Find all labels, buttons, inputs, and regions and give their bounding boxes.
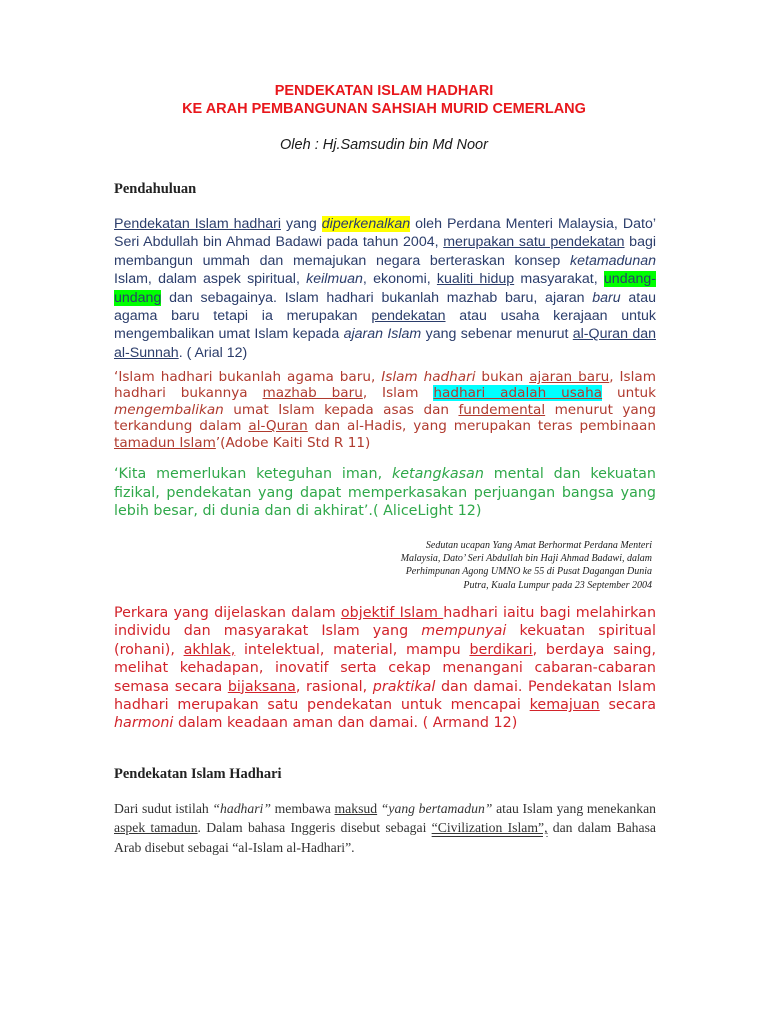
text-run: dan al-Hadis, yang merupakan teras pembinaan bbox=[307, 418, 656, 435]
text-run: bagi membangun ummah dan memajukan negara berteraskan konsep bbox=[114, 234, 657, 269]
paragraph-quote-kaiti bbox=[114, 369, 656, 451]
title-line-2: KE ARAH PEMBANGUNAN SAHSIAH MURID CEMERLANG bbox=[182, 101, 586, 117]
text-run: yang sebenar menurut bbox=[421, 326, 573, 343]
underlined-text: al-Quran dan al-Sunnah bbox=[114, 326, 656, 361]
text-run: . Dalam bahasa Inggeris disebut sebagai bbox=[197, 820, 432, 836]
highlighted-text: undang-undang bbox=[114, 271, 656, 306]
text-run: untuk bbox=[602, 385, 657, 402]
text-run: . ( Arial 12) bbox=[178, 344, 248, 361]
text-run: ‘Islam hadhari bukanlah agama baru, bbox=[114, 369, 382, 385]
underlined-text: objektif Islam bbox=[340, 605, 444, 621]
text-run: menurut yang terkandung dalam bbox=[114, 401, 656, 435]
italic-text: Islam hadhari bbox=[381, 369, 476, 385]
text-run: kekuatan spiritual (rohani), bbox=[114, 623, 656, 658]
attribution-line-2: Malaysia, Dato’ Seri Abdullah bin Haji Ahmad Badawi, dalam bbox=[400, 553, 652, 565]
italic-text: ajaran Islam bbox=[343, 326, 422, 343]
heading-pendekatan-islam-hadhari: Pendekatan Islam Hadhari bbox=[114, 766, 282, 782]
attribution-line-3: Perhimpunan Agong UMNO ke 55 di Pusat Dagangan Dunia bbox=[405, 566, 652, 578]
paragraph-definition bbox=[114, 799, 656, 857]
text-run: mental dan kekuatan fizikal, pendekatan yang dapat memperkasakan perjuangan bangsa yang lebih besar, di dunia dan di akhirat’.( AliceLight 12) bbox=[114, 466, 656, 520]
italic-text: “yang bertamadun” bbox=[380, 801, 493, 816]
double-underlined-text: “Civilization Islam”, bbox=[431, 820, 548, 836]
text-run: , Islam hadhari bukannya bbox=[114, 369, 656, 402]
text-run: Perkara yang dijelaskan dalam bbox=[114, 605, 341, 621]
text-run: yang bbox=[280, 216, 322, 232]
underlined-text: pendekatan bbox=[371, 308, 446, 325]
underlined-text: kualiti hidup bbox=[436, 271, 515, 288]
text-run: , Islam bbox=[362, 385, 434, 402]
underlined-text: bijaksana bbox=[227, 678, 296, 695]
italic-text: mempunyai bbox=[421, 623, 507, 640]
text-run: oleh Perdana Menteri Malaysia, Dato’ Seri Abdullah bin Ahmad Badawi pada tahun 2004, bbox=[114, 216, 656, 251]
text-run: Dari sudut istilah bbox=[114, 801, 213, 816]
text-run: ’(Adobe Kaiti Std R 11) bbox=[215, 434, 371, 451]
italic-text: ketangkasan bbox=[391, 466, 484, 482]
italic-text: harmoni bbox=[114, 715, 174, 732]
underlined-text: maksud bbox=[334, 801, 378, 816]
text-run: secara bbox=[599, 697, 656, 714]
text-run: atau Islam yang menekankan bbox=[492, 801, 657, 816]
underlined-text: al-Quran bbox=[248, 418, 308, 435]
text-run: atau agama baru tetapi ia merupakan bbox=[114, 289, 656, 325]
underlined-text: kemajuan bbox=[529, 697, 600, 714]
text-run: dalam keadaan aman dan damai. ( Armand 12) bbox=[173, 715, 518, 732]
italic-text: mengembalikan bbox=[114, 401, 224, 418]
underlined-text: akhlak, bbox=[183, 641, 236, 658]
paragraph-introduction bbox=[114, 215, 656, 362]
underlined-text: Pendekatan Islam hadhari bbox=[114, 216, 281, 232]
italic-text: keilmuan bbox=[306, 271, 363, 288]
text-run: umat Islam kepada asas dan bbox=[223, 401, 459, 418]
text-run: , ekonomi, bbox=[362, 271, 437, 288]
attribution-line-1: Sedutan ucapan Yang Amat Berhormat Perdana Menteri bbox=[425, 540, 652, 551]
italic-text: baru bbox=[592, 289, 621, 306]
underlined-text: aspek tamadun bbox=[114, 820, 198, 836]
text-run: Islam, dalam aspek spiritual, bbox=[114, 271, 307, 288]
italic-text: “hadhari” bbox=[212, 801, 271, 816]
highlighted-text: diperkenalkan bbox=[321, 216, 411, 232]
title-line-1: PENDEKATAN ISLAM HADHARI bbox=[274, 83, 494, 99]
underlined-text: berdikari bbox=[469, 641, 533, 658]
underlined-text: merupakan satu pendekatan bbox=[443, 234, 625, 251]
text-run: bukan bbox=[475, 369, 530, 385]
underlined-text: mazhab baru bbox=[262, 385, 363, 402]
text-run: masyarakat, bbox=[514, 271, 604, 288]
text-run: , berdaya saing, melihat kehadapan, inovatif serta cekap menangani cabaran-cabaran semasa secara bbox=[114, 641, 657, 695]
text-run: intelektual, material, mampu bbox=[235, 641, 470, 658]
highlighted-text: hadhari adalah usaha bbox=[433, 385, 603, 402]
italic-text: ketamadunan bbox=[570, 252, 656, 269]
underlined-text: tamadun Islam bbox=[114, 434, 216, 451]
heading-pendahuluan: Pendahuluan bbox=[114, 181, 197, 197]
text-run: dan sebagainya. Islam hadhari bukanlah mazhab baru, ajaran bbox=[161, 289, 593, 306]
text-run: , rasional, bbox=[295, 678, 373, 695]
text-run: ‘Kita memerlukan keteguhan iman, bbox=[114, 466, 392, 482]
italic-text: praktikal bbox=[372, 678, 436, 695]
paragraph-quote-alicelight bbox=[114, 465, 656, 521]
text-run: dan dalam Bahasa Arab disebut sebagai “al-Islam al-Hadhari”. bbox=[114, 820, 656, 855]
text-run: hadhari iaitu bagi melahirkan individu dan masyarakat Islam yang bbox=[114, 605, 656, 640]
underlined-text: fundemental bbox=[458, 401, 546, 418]
author-byline: Oleh : Hj.Samsudin bin Md Noor bbox=[280, 137, 488, 153]
underlined-text: ajaran baru bbox=[529, 369, 610, 385]
paragraph-objective bbox=[114, 604, 656, 733]
attribution-line-4: Putra, Kuala Lumpur pada 23 September 2004 bbox=[463, 579, 652, 591]
text-run: atau usaha kerajaan untuk mengembalikan umat Islam kepada bbox=[114, 308, 657, 343]
speech-attribution bbox=[300, 539, 652, 592]
text-run: dan damai. Pendekatan Islam hadhari merupakan satu pendekatan untuk mencapai bbox=[114, 678, 656, 714]
text-run: membawa bbox=[270, 801, 335, 816]
